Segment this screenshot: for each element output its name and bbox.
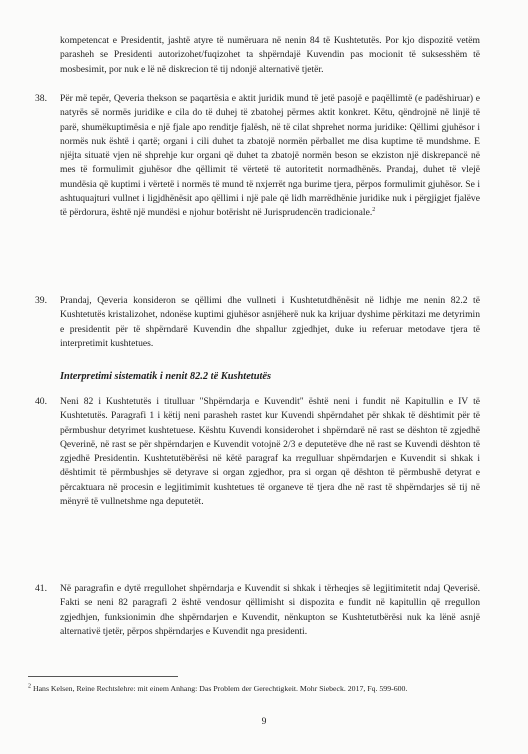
footnote-mark: 2 [28,683,31,690]
paragraph-text: Në paragrafin e dytë rregullohet shpërndarja e Kuvendit si shkak i tërheqjes së legjitimitetit ndaj Qeverisë. Fakti se neni 82 paragrafi 2 është vendosur qëllimisht si dispozita e fundit në kapitullin që rregullon zgjedhjen, funksionimin dhe shpërndarjen e Kuvendit, nënkupton se Kushtetutbërësi nuk ka lënë asnjë alternativë tjetër, përpos shpërndarjes e Kuvendit nga presidenti. [60,583,480,637]
paragraph-39 [35,294,480,351]
paragraph-text: Neni 82 i Kushtetutës i titulluar "Shpërndarja e Kuvendit" është neni i fundit në Kapitullin e IV të Kushtetutës. Paragrafi 1 i këtij neni parasheh rastet kur Kuvendi shpërndahet për shkak të dështimit për të përmbushur detyrimet kushtetuese. Kështu Kuvendi konsiderohet i shpërndarë në rast se dështon të zgjedhë Qeverinë, në rast se për shpërndarjen e Kuvendit votojnë 2/3 e deputetëve dhe në rast se Kuvendi dështon të zgjedhë Presidentin. Kushtetutëbërësi në këtë paragraf ka rregulluar shpërndarjen e Kuvendit si shkak i dështimit të përmbushjes së detyrave si organ zgjedhor, pra si organ që dështon të përmbushë detyrat e përcaktuara në procesin e legjitimimit kushtetues të organeve të tjera dhe në rast të shpërndarjes së tij në mënyrë të vullnetshme nga deputetët. [60,396,480,508]
paragraph-number: 40. [35,396,47,407]
footnote-text: Hans Kelsen, Reine Rechtslehre: mit einem Anhang: Das Problem der Gerechtigkeit. Mohr Siebeck. 2017, Fq. 599-600. [32,684,408,693]
paragraph-number: 39. [35,295,47,306]
page-number: 9 [261,716,267,727]
footnote-reference: 2 [372,207,376,214]
paragraph-40 [35,395,480,509]
footnote [28,683,488,694]
paragraph-number: 38. [35,93,47,104]
paragraph-text: Prandaj, Qeveria konsideron se qëllimi dhe vullneti i Kushtetutdhënësit në lidhje me nenin 82.2 të Kushtetutës kristalizohet, ndonëse kuptimi gjuhësor asnjëherë nuk ka krijuar dyshime përkitazi me detyrimin e presidentit për të shpërndarë Kuvendin dhe shpallur zgjedhjet, duke iu referuar metodave tjera të interpretimit kushtetues. [60,295,480,349]
paragraph-number: 41. [35,583,47,594]
footnote-divider [28,676,178,677]
paragraph-38 [35,92,480,221]
section-heading: Interpretimi sistematik i nenit 82.2 të Kushtetutës [60,371,272,382]
paragraph-continuation [60,34,480,77]
paragraph-41 [35,582,480,639]
paragraph-text: Për më tepër, Qeveria thekson se paqartësia e aktit juridik mund të jetë pasojë e paqëllimtë (e padëshiruar) e natyrës së normës juridike e cila do të duhej të zbatohej përmes aktit konkret. Këtu, qëndrojnë në linjë të parë, shumëkuptimësia e një fjale apo renditje fjalësh, në të cilat shprehet norma juridike: Qëllimi gjuhësor i normës nuk është i qartë; organi i cili duhet ta zbatojë normën përballet me disa kuptime të mundshme. E njëjta situatë vjen në shprehje kur organi që duhet ta zbatojë normën beson se ekziston një diskrepancë në mes të formulimit gjuhësor dhe qëllimit të vërtetë të autoritetit normadhënës. Prandaj, duhet të vlejë mundësia që kuptimi i vërtetë i normës të mund të nxjerrët nga burime tjera, përpos formulimit gjuhësor. Se i ashtuquajturi vullnet i ligjdhënësit apo qëllimi i një pale që lidh marrëdhënie juridike nuk i përgjigjet fjalëve të përdorura, është një mundësi e njohur botërisht në Jurisprudencën tradicionale. [60,93,480,219]
paragraph-text: kompetencat e Presidentit, jashtë atyre të numëruara në nenin 84 të Kushtetutës. Por kjo dispozitë vetëm parasheh se Presidenti autorizohet/fuqizohet ta shpërndajë Kuvendin pas mocionit të suksesshëm të mosbesimit, por nuk e lë në diskrecion të tij ndonjë alternativë tjetër. [60,35,480,75]
